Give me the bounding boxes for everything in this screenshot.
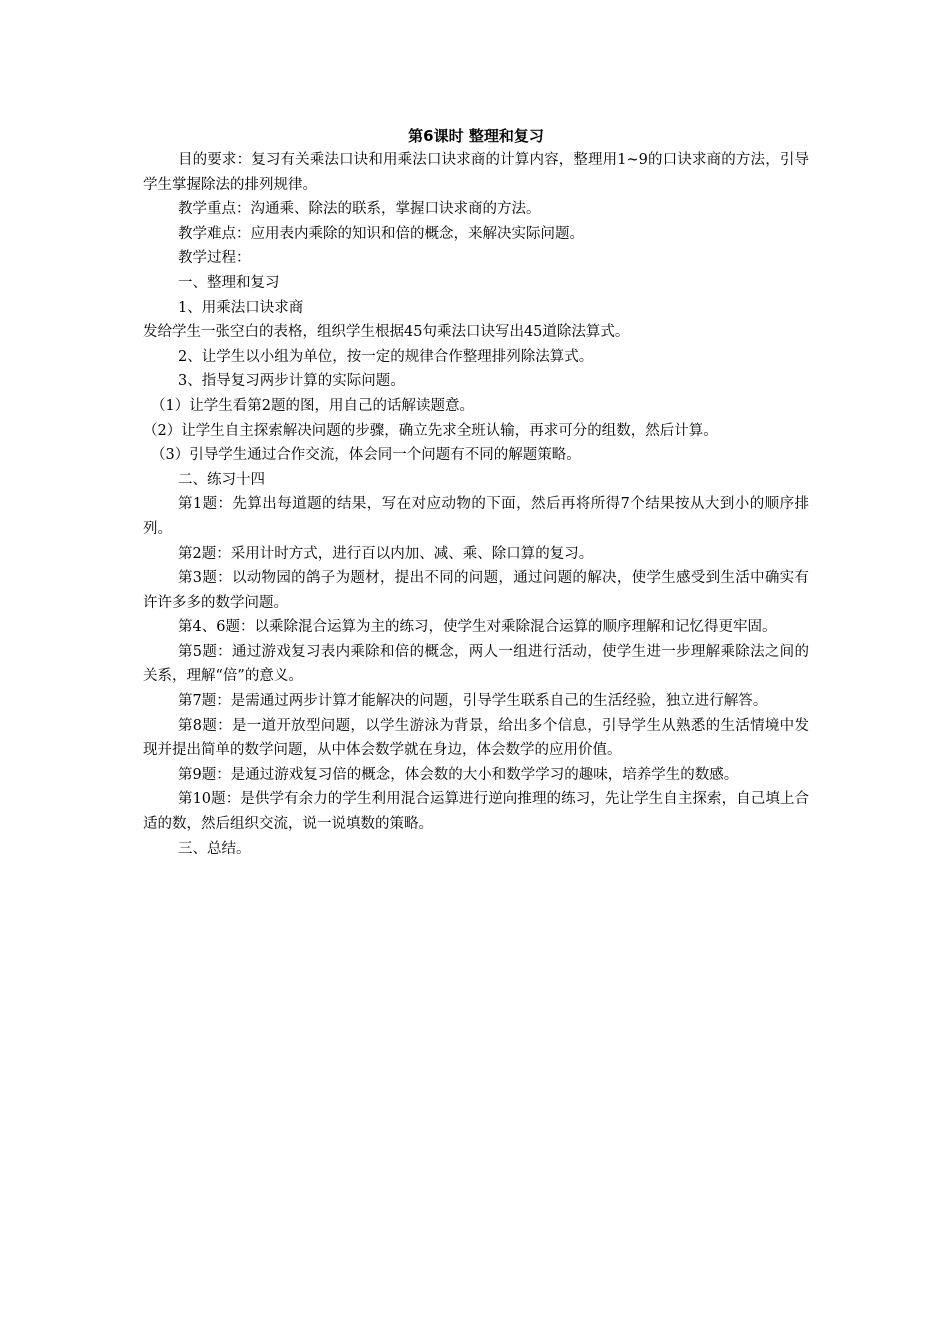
paragraph-item-1: 1、用乘法口诀求商	[178, 299, 304, 316]
paragraph-exercise-2: 第2题：采用计时方式，进行百以内加、减、乘、除口算的复习。	[178, 545, 594, 562]
paragraph-subitem-1: （1）让学生看第2题的图，用自己的话解读题意。	[151, 397, 474, 414]
paragraph-process-heading: 教学过程：	[178, 250, 251, 267]
paragraph-item-3: 3、指导复习两步计算的实际问题。	[178, 373, 405, 390]
paragraph-exercise-3: 第3题：以动物园的鸽子为题材，提出不同的问题，通过问题的解决，使学生感受到生活中确实有许许多多的数学问题。	[143, 570, 809, 611]
paragraph-exercise-9: 第9题：是通过游戏复习倍的概念，体会数的大小和数学学习的趣味，培养学生的数感。	[178, 766, 739, 783]
paragraph-exercise-8: 第8题：是一道开放型问题，以学生游泳为背景，给出多个信息，引导学生从熟悉的生活情境中发现并提出简单的数学问题，从中体会数学就在身边，体会数学的应用价值。	[143, 717, 809, 759]
document-title: 第6课时 整理和复习	[408, 127, 544, 145]
paragraph-exercise-1: 第1题：先算出每道题的结果，写在对应动物的下面，然后再将所得7个结果按从大到小的顺序排列。	[143, 496, 809, 537]
paragraph-subitem-2: （2）让学生自主探索解决问题的步骤，确立先求全班认输，再求可分的组数，然后计算。	[143, 422, 718, 439]
paragraph-table-task: 发给学生一张空白的表格，组织学生根据45句乘法口诀写出45道除法算式。	[143, 324, 630, 341]
document-body	[143, 124, 809, 861]
section-heading-summary: 三、总结。	[178, 840, 251, 857]
paragraph-objectives: 目的要求：复习有关乘法口诀和用乘法口诀求商的计算内容，整理用1~9的口诀求商的方法，引导学生掌握除法的排列规律。	[143, 152, 809, 193]
paragraph-difficulties: 教学难点：应用表内乘除的知识和倍的概念，来解决实际问题。	[178, 225, 584, 242]
paragraph-exercise-5: 第5题：通过游戏复习表内乘除和倍的概念，两人一组进行活动，使学生进一步理解乘除法之间的关系，理解“倍”的意义。	[143, 643, 809, 685]
paragraph-exercise-10: 第10题：是供学有余力的学生利用混合运算进行逆向推理的练习，先让学生自主探索，自己填上合适的数，然后组织交流，说一说填数的策略。	[143, 791, 809, 833]
section-heading-review: 一、整理和复习	[178, 274, 280, 291]
paragraph-exercise-4-6: 第4、6题：以乘除混合运算为主的练习，使学生对乘除混合运算的顺序理解和记忆得更牢固。	[178, 619, 777, 636]
paragraph-subitem-3: （3）引导学生通过合作交流，体会同一个问题有不同的解题策略。	[151, 447, 581, 464]
paragraph-item-2: 2、让学生以小组为单位，按一定的规律合作整理排列除法算式。	[178, 348, 594, 365]
section-heading-practice: 二、练习十四	[178, 471, 265, 488]
paragraph-key-points: 教学重点：沟通乘、除法的联系，掌握口诀求商的方法。	[178, 201, 541, 218]
paragraph-exercise-7: 第7题：是需通过两步计算才能解决的问题，引导学生联系自己的生活经验，独立进行解答。	[178, 693, 768, 710]
